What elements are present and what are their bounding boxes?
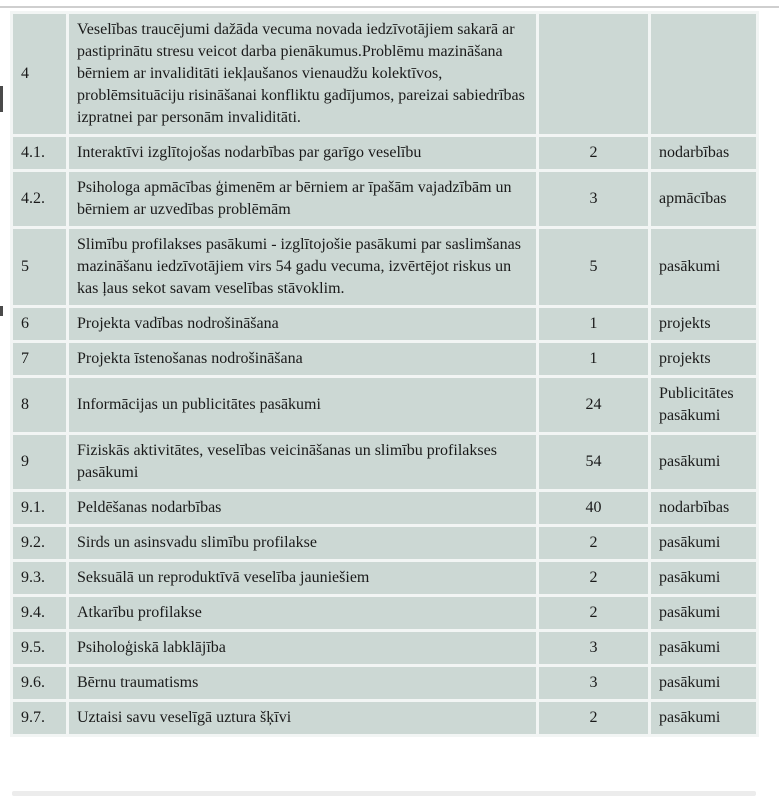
table-row — [13, 492, 756, 524]
table-row — [13, 229, 756, 305]
top-separator-line — [0, 6, 779, 8]
description-cell: Slimību profilakses pasākumi - izglītojošie pasākumi par saslimšanas mazināšanu iedzīvotājiem virs 54 gadu vecuma, izvērtējot riskus un kas ļaus sekot savam veselības stāvoklim. — [69, 229, 536, 305]
quantity-cell: 54 — [539, 435, 648, 489]
description-cell: Psiholoģiskā labklājība — [69, 632, 536, 664]
row-number-cell: 9.2. — [13, 527, 66, 559]
description-cell: Fiziskās aktivitātes, veselības veicināšanas un slimību profilakses pasākumi — [69, 435, 536, 489]
table-row — [13, 597, 756, 629]
description-cell: Peldēšanas nodarbības — [69, 492, 536, 524]
scan-artifact — [0, 86, 3, 112]
unit-cell: projekts — [651, 343, 756, 375]
row-number-cell: 5 — [13, 229, 66, 305]
quantity-cell: 1 — [539, 308, 648, 340]
quantity-cell: 3 — [539, 667, 648, 699]
description-cell: Bērnu traumatisms — [69, 667, 536, 699]
description-cell: Psihologa apmācības ģimenēm ar bērniem ar īpašām vajadzībām un bērniem ar uzvedības problēmām — [69, 172, 536, 226]
unit-cell: pasākumi — [651, 527, 756, 559]
quantity-cell: 5 — [539, 229, 648, 305]
row-number-cell: 7 — [13, 343, 66, 375]
unit-cell: pasākumi — [651, 435, 756, 489]
quantity-cell: 2 — [539, 137, 648, 169]
table-row — [13, 378, 756, 432]
unit-cell: apmācības — [651, 172, 756, 226]
quantity-cell: 3 — [539, 172, 648, 226]
unit-cell: pasākumi — [651, 229, 756, 305]
bottom-shadow-artifact — [12, 791, 756, 796]
quantity-cell: 24 — [539, 378, 648, 432]
description-cell: Atkarību profilakse — [69, 597, 536, 629]
row-number-cell: 9.5. — [13, 632, 66, 664]
quantity-cell: 2 — [539, 562, 648, 594]
description-cell: Interaktīvi izglītojošas nodarbības par garīgo veselību — [69, 137, 536, 169]
table-row — [13, 308, 756, 340]
description-cell: Seksuālā un reproduktīvā veselība jauniešiem — [69, 562, 536, 594]
unit-cell: Publicitātes pasākumi — [651, 378, 756, 432]
quantity-cell: 1 — [539, 343, 648, 375]
description-cell: Veselības traucējumi dažāda vecuma novada iedzīvotājiem sakarā ar pastiprinātu stresu veicot darba pienākumus.Problēmu mazināšana bērniem ar invaliditāti iekļaušanos vienaudžu kolektīvos, problēmsituāciju risināšanai konfliktu gadījumos, pareizai sabiedrības izpratnei par personām invaliditāti. — [69, 14, 536, 134]
unit-cell — [651, 14, 756, 134]
unit-cell: pasākumi — [651, 562, 756, 594]
unit-cell: nodarbības — [651, 137, 756, 169]
description-cell: Uztaisi savu veselīgā uztura šķīvi — [69, 702, 536, 734]
row-number-cell: 4.2. — [13, 172, 66, 226]
unit-cell: pasākumi — [651, 667, 756, 699]
row-number-cell: 9.6. — [13, 667, 66, 699]
row-number-cell: 6 — [13, 308, 66, 340]
table-row — [13, 137, 756, 169]
row-number-cell: 8 — [13, 378, 66, 432]
unit-cell: pasākumi — [651, 632, 756, 664]
unit-cell: nodarbības — [651, 492, 756, 524]
activities-table — [10, 11, 759, 737]
quantity-cell: 3 — [539, 632, 648, 664]
unit-cell: projekts — [651, 308, 756, 340]
row-number-cell: 9 — [13, 435, 66, 489]
description-cell: Projekta īstenošanas nodrošināšana — [69, 343, 536, 375]
quantity-cell: 40 — [539, 492, 648, 524]
table-row — [13, 562, 756, 594]
quantity-cell — [539, 14, 648, 134]
row-number-cell: 9.3. — [13, 562, 66, 594]
description-cell: Informācijas un publicitātes pasākumi — [69, 378, 536, 432]
quantity-cell: 2 — [539, 702, 648, 734]
unit-cell: pasākumi — [651, 597, 756, 629]
row-number-cell: 9.7. — [13, 702, 66, 734]
table-row — [13, 435, 756, 489]
table-row — [13, 632, 756, 664]
quantity-cell: 2 — [539, 597, 648, 629]
table-row — [13, 702, 756, 734]
scan-artifact — [0, 306, 3, 316]
description-cell: Sirds un asinsvadu slimību profilakse — [69, 527, 536, 559]
table-row — [13, 527, 756, 559]
table-row — [13, 172, 756, 226]
row-number-cell: 9.4. — [13, 597, 66, 629]
table-row — [13, 667, 756, 699]
description-cell: Projekta vadības nodrošināšana — [69, 308, 536, 340]
row-number-cell: 4.1. — [13, 137, 66, 169]
table-row — [13, 343, 756, 375]
table-body — [13, 14, 756, 734]
unit-cell: pasākumi — [651, 702, 756, 734]
row-number-cell: 4 — [13, 14, 66, 134]
quantity-cell: 2 — [539, 527, 648, 559]
table-row — [13, 14, 756, 134]
row-number-cell: 9.1. — [13, 492, 66, 524]
